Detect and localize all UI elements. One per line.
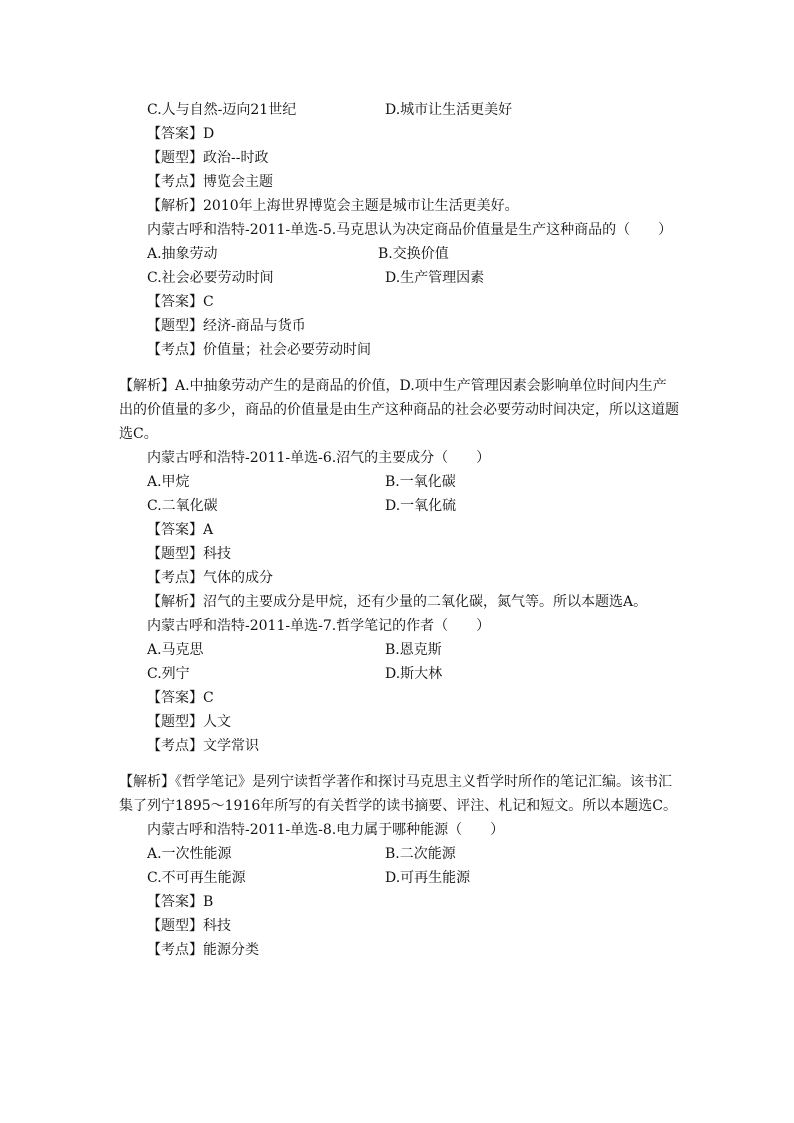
point-line: 【考点】能源分类 xyxy=(147,942,259,958)
options-row xyxy=(0,470,794,494)
option-a: A.抽象劳动 xyxy=(147,246,218,262)
answer-line: 【答案】C xyxy=(147,294,214,310)
answer-line: 【答案】A xyxy=(147,522,214,538)
option-b: B.交换价值 xyxy=(378,246,449,262)
option-a: A.一次性能源 xyxy=(147,846,232,862)
option-b: B.二次能源 xyxy=(385,846,456,862)
option-a: A.甲烷 xyxy=(147,474,190,490)
analysis-line: 【解析】2010年上海世界博览会主题是城市让生活更美好。 xyxy=(147,198,519,214)
options-row xyxy=(0,242,794,266)
question-stem: 内蒙古呼和浩特-2011-单选-5.马克思认为决定商品价值量是生产这种商品的（ ） xyxy=(147,222,673,238)
options-row xyxy=(0,842,794,866)
option-c: C.不可再生能源 xyxy=(147,870,246,886)
type-line: 【题型】科技 xyxy=(147,546,231,562)
type-line: 【题型】人文 xyxy=(147,714,231,730)
option-b: B.一氧化碳 xyxy=(385,474,456,490)
analysis-paragraph: 【解析】A.中抽象劳动产生的是商品的价值，D.项中生产管理因素会影响单位时间内生产出的价值量的多少，商品的价值量是由生产这种商品的社会必要劳动时间决定，所以这道题选C。 xyxy=(119,378,679,442)
options-row xyxy=(0,98,794,122)
option-d: D.生产管理因素 xyxy=(385,270,485,286)
type-line: 【题型】政治--时政 xyxy=(147,150,269,166)
analysis-line: 【解析】沼气的主要成分是甲烷，还有少量的二氧化碳，氮气等。所以本题选A。 xyxy=(147,594,648,610)
point-line: 【考点】价值量；社会必要劳动时间 xyxy=(147,342,371,358)
point-line: 【考点】气体的成分 xyxy=(147,570,273,586)
answer-line: 【答案】C xyxy=(147,690,214,706)
analysis-paragraph: 【解析】《哲学笔记》是列宁读哲学著作和探讨马克思主义哲学时所作的笔记汇编。该书汇集了列宁1895～1916年所写的有关哲学的读书摘要、评注、札记和短文。所以本题选C。 xyxy=(119,774,677,814)
option-b: B.恩克斯 xyxy=(385,642,442,658)
question-stem: 内蒙古呼和浩特-2011-单选-8.电力属于哪种能源（ ） xyxy=(147,822,505,838)
option-a: A.马克思 xyxy=(147,642,204,658)
option-d: D.斯大林 xyxy=(385,666,443,682)
answer-line: 【答案】D xyxy=(147,126,215,142)
option-c: C.列宁 xyxy=(147,666,190,682)
options-row xyxy=(0,866,794,890)
option-c: C.二氧化碳 xyxy=(147,498,218,514)
option-d: D.城市让生活更美好 xyxy=(385,102,513,118)
options-row xyxy=(0,662,794,686)
options-row xyxy=(0,494,794,518)
question-stem: 内蒙古呼和浩特-2011-单选-7.哲学笔记的作者（ ） xyxy=(147,618,491,634)
answer-line: 【答案】B xyxy=(147,894,214,910)
question-stem: 内蒙古呼和浩特-2011-单选-6.沼气的主要成分（ ） xyxy=(147,450,491,466)
option-c: C.社会必要劳动时间 xyxy=(147,270,274,286)
point-line: 【考点】博览会主题 xyxy=(147,174,273,190)
type-line: 【题型】科技 xyxy=(147,918,231,934)
options-row xyxy=(0,266,794,290)
type-line: 【题型】经济-商品与货币 xyxy=(147,318,306,334)
option-c: C.人与自然-迈向21世纪 xyxy=(147,102,297,118)
option-d: D.一氧化硫 xyxy=(385,498,457,514)
option-d: D.可再生能源 xyxy=(385,870,471,886)
options-row xyxy=(0,638,794,662)
point-line: 【考点】文学常识 xyxy=(147,738,259,754)
